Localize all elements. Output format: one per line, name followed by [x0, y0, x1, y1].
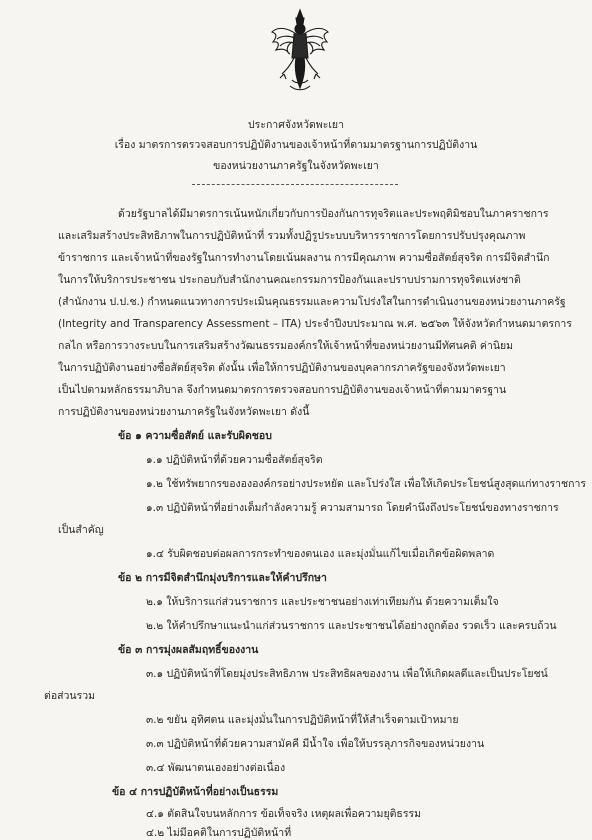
item-1-3: ๑.๓ ปฏิบัติหน้าที่อย่างเต็มกำลังความรู้ ความสามารถ โดยคำนึงถึงประโยชน์ของทางราชการ	[146, 502, 559, 514]
item-3-3: ๓.๓ ปฏิบัติหน้าที่ด้วยความสามัคคี มีน้ำใจ เพื่อให้บรรลุภารกิจของหน่วยงาน	[146, 738, 485, 750]
section-4-heading: ข้อ ๔ การปฏิบัติหน้าที่อย่างเป็นธรรม	[112, 786, 279, 798]
item-1-1: ๑.๑ ปฏิบัติหน้าที่ด้วยความซื่อสัตย์สุจริต	[146, 454, 323, 466]
item-1-3-continued: เป็นสำคัญ	[58, 524, 104, 536]
announcement-subject-line-1: เรื่อง มาตรการตรวจสอบการปฏิบัติงานของเจ้าหน้าที่ตามมาตรฐานการปฏิบัติงาน	[114, 139, 478, 151]
announcement-title: ประกาศจังหวัดพะเยา	[248, 119, 344, 131]
item-1-4: ๑.๔ รับผิดชอบต่อผลการกระทำของตนเอง และมุ่งมั่นแก้ไขเมื่อเกิดข้อผิดพลาด	[146, 548, 495, 560]
item-3-4: ๓.๔ พัฒนาตนเองอย่างต่อเนื่อง	[146, 762, 286, 774]
body-line-1: ด้วยรัฐบาลได้มีมาตรการเน้นหนักเกี่ยวกับการป้องกันการทุจริตและประพฤติมิชอบในภาคราชการ	[118, 208, 549, 220]
section-3-heading: ข้อ ๓ การมุ่งผลสัมฤทธิ์ของงาน	[118, 644, 259, 656]
item-4-2: ๔.๒ ไม่มีอคติในการปฏิบัติหน้าที่	[146, 827, 292, 839]
garuda-emblem-icon	[270, 8, 330, 98]
section-1-heading: ข้อ ๑ ความซื่อสัตย์ และรับผิดชอบ	[118, 430, 272, 442]
body-line-5: (สำนักงาน ป.ป.ช.) กำหนดแนวทางการประเมินคุณธรรมและความโปร่งใสในการดำเนินงานของหน่วยงานภาครัฐ	[58, 296, 566, 308]
announcement-subject-line-2: ของหน่วยงานภาครัฐในจังหวัดพะเยา	[213, 160, 379, 172]
item-4-1: ๔.๑ ตัดสินใจบนหลักการ ข้อเท็จจริง เหตุผลเพื่อความยุติธรรม	[146, 808, 422, 820]
item-3-1: ๓.๑ ปฏิบัติหน้าที่โดยมุ่งประสิทธิภาพ ประสิทธิผลของงาน เพื่อให้เกิดผลดีและเป็นประโยชน์	[146, 668, 548, 680]
body-line-4: ในการให้บริการประชาชน ประกอบกับสำนักงานคณะกรรมการป้องกันและปราบปรามการทุจริตแห่งชาติ	[58, 274, 521, 286]
body-line-2: และเสริมสร้างประสิทธิภาพในการปฏิบัติหน้าที่ รวมทั้งปฏิรูประบบบริหารราชการโดยการปรับปรุงคุณภาพ	[58, 230, 526, 242]
item-3-2: ๓.๒ ขยัน อุทิศตน และมุ่งมั่นในการปฏิบัติหน้าที่ให้สำเร็จตามเป้าหมาย	[146, 714, 459, 726]
header-divider	[192, 184, 398, 185]
body-line-6: (Integrity and Transparency Assessment – ITA) ประจำปีงบประมาณ พ.ศ. ๒๕๖๓ ให้จังหวัดกำหนดมาตรการ	[58, 318, 572, 330]
section-2-heading: ข้อ ๒ การมีจิตสำนึกมุ่งบริการและให้คำปรึกษา	[118, 572, 327, 584]
body-line-9: เป็นไปตามหลักธรรมาภิบาล จึงกำหนดมาตรการตรวจสอบการปฏิบัติงานของเจ้าหน้าที่ตามมาตรฐาน	[58, 384, 507, 396]
item-2-2: ๒.๒ ให้คำปรึกษาแนะนำแก่ส่วนราชการ และประชาชนได้อย่างถูกต้อง รวดเร็ว และครบถ้วน	[146, 620, 557, 632]
item-1-2: ๑.๒ ใช้ทรัพยากรของององค์กรอย่างประหยัด และโปร่งใส เพื่อให้เกิดประโยชน์สูงสุดแก่ทางราชการ	[146, 478, 587, 490]
body-line-3: ข้าราชการ และเจ้าหน้าที่ของรัฐในการทำงานโดยเน้นผลงาน การมีคุณภาพ ความซื่อสัตย์สุจริต การมีจิตสำนึก	[58, 252, 550, 264]
body-line-8: ในการปฏิบัติงานอย่างซื่อสัตย์สุจริต ดังนั้น เพื่อให้การปฏิบัติงานของบุคลากรภาครัฐของจังหวัดพะเยา	[58, 362, 506, 374]
item-2-1: ๒.๑ ให้บริการแก่ส่วนราชการ และประชาชนอย่างเท่าเทียมกัน ด้วยความเต็มใจ	[146, 596, 499, 608]
body-line-10: การปฏิบัติงานของหน่วยงานภาครัฐในจังหวัดพะเยา ดังนี้	[58, 406, 310, 418]
body-line-7: กลไก หรือการวางระบบในการเสริมสร้างวัฒนธรรมองค์กรให้เจ้าหน้าที่ของหน่วยงานมีทัศนคติ ค่านิยม	[58, 340, 514, 352]
item-3-1-continued: ต่อส่วนรวม	[44, 690, 96, 702]
